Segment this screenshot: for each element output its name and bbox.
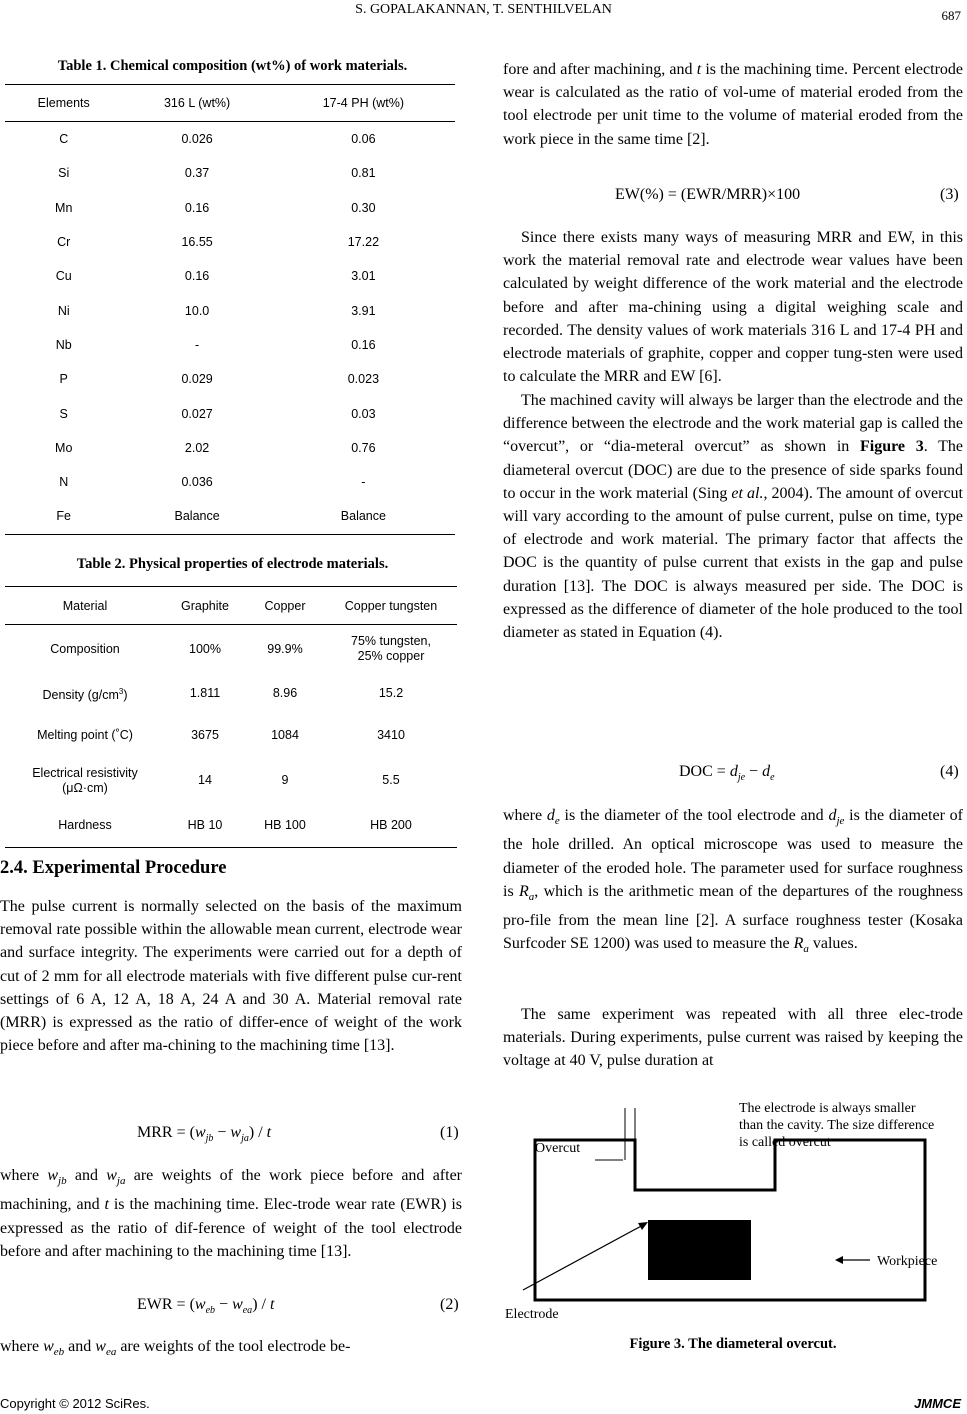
equation-4: DOC = $d_{je} - d_e$ bbox=[679, 763, 775, 784]
table-cell: 9 bbox=[281, 773, 289, 787]
table-cell: HB 100 bbox=[245, 805, 325, 847]
table-cell: 0.023 bbox=[347, 372, 380, 387]
text: , 2004). The amount of overcut will vary according to the amount of pulse current, pulse on time, type of electrode and work material. The primary factor that affects the DOC is the quantity of pulse current that exists in the gap and pulse duration [13]. The DOC is always measured per side. The DOC is expressed as the difference of diameter of the hole produced to the tool diameter as stated in Equation (4). bbox=[503, 484, 964, 642]
table-cell: 0.036 bbox=[181, 475, 213, 490]
sub: e bbox=[554, 815, 560, 828]
equation-number: (4) bbox=[940, 763, 959, 780]
sub: je bbox=[836, 815, 845, 828]
table-row bbox=[5, 431, 455, 465]
eq-sub: jb bbox=[205, 1133, 214, 1145]
figure3-diagram bbox=[505, 1100, 965, 1328]
table-cell: S bbox=[59, 406, 68, 421]
eq-lhs: EWR bbox=[137, 1296, 173, 1313]
table-cell bbox=[325, 625, 457, 674]
var: t bbox=[696, 61, 702, 78]
text: , which is the arithmetic mean of the departures of the roughness pro-file from the mean line [2]. A surface roughness tester (Kosaka Surfcoder SE 1200) was used to measure the bbox=[503, 882, 964, 953]
superscript: 3 bbox=[118, 687, 124, 697]
table-cell: 16.55 bbox=[181, 235, 213, 250]
table-cell: Balance bbox=[122, 499, 271, 534]
text: are weights of the tool electrode be- bbox=[116, 1338, 351, 1355]
eq-lhs: MRR bbox=[137, 1124, 173, 1141]
table-row bbox=[5, 191, 455, 225]
table-cell: 100% bbox=[189, 641, 221, 656]
text: where bbox=[503, 807, 547, 824]
eq-sub: je bbox=[737, 772, 746, 784]
table-cell: Cr bbox=[57, 235, 71, 250]
overcut-label: Overcut bbox=[535, 1141, 581, 1156]
paragraph: Since there exists many ways of measuring MRR and EW, in this work the material removal rate and electrode wear values have been calculated by weight difference of the work material and the electrode before and after ma-chining using a digital weighing scale and recorded. The density values of work materials 316 L and 17-4 PH and electrode materials of graphite, copper and copper tung-sten were used to calculate the MRR and EW [6]. bbox=[503, 229, 963, 386]
arrowhead-icon bbox=[835, 1256, 843, 1264]
equation-number: (1) bbox=[440, 1124, 459, 1141]
table-row bbox=[5, 715, 457, 757]
table-cell: 10.0 bbox=[184, 303, 210, 318]
table-cell: C bbox=[59, 132, 69, 147]
paragraph: The same experiment was repeated with all three elec-trode materials. During experiments, pulse current was raised by keeping the voltage at 40 V, pulse duration at bbox=[503, 1006, 963, 1070]
sub: ja bbox=[116, 1175, 126, 1188]
table-cell: HB 10 bbox=[165, 805, 245, 847]
figure3-note: than the cavity. The size difference bbox=[739, 1118, 935, 1133]
table-cell: - bbox=[195, 337, 200, 352]
table-cell: Ni bbox=[57, 303, 70, 318]
figure3-caption: Figure 3. The diameteral overcut. bbox=[629, 1336, 837, 1352]
cell-text: ) bbox=[123, 688, 128, 703]
text: where bbox=[0, 1167, 48, 1184]
text: is the diameter of the hole drilled. An optical microscope was used to measure the diameter of the eroded hole. The parameter used for surface roughness is bbox=[503, 807, 964, 900]
table-cell: Nb bbox=[55, 337, 72, 352]
table-row bbox=[5, 122, 455, 157]
var: w bbox=[43, 1338, 54, 1355]
paragraph bbox=[0, 1164, 462, 1263]
table-cell: Hardness bbox=[5, 805, 165, 847]
var: d bbox=[546, 807, 555, 824]
table1-caption: Table 1. Chemical composition (wt%) of work materials. bbox=[57, 58, 408, 74]
table-cell: - bbox=[361, 475, 366, 490]
table-cell: 2.02 bbox=[184, 440, 210, 455]
cell-line: 25% copper bbox=[357, 649, 425, 663]
table-row bbox=[5, 805, 457, 847]
table1 bbox=[5, 84, 455, 535]
table-cell: 3675 bbox=[191, 727, 219, 742]
table-cell: 0.03 bbox=[351, 406, 376, 421]
sub: a bbox=[528, 890, 535, 903]
table-cell: 0.026 bbox=[181, 132, 213, 147]
table-cell: Balance bbox=[272, 499, 455, 534]
table1-col-elements: Elements bbox=[5, 85, 122, 122]
eq-sub: e bbox=[770, 772, 775, 784]
table-row bbox=[5, 225, 455, 259]
table-cell: 5.5 bbox=[382, 773, 400, 787]
table-cell: Composition bbox=[50, 641, 120, 656]
eq-sub: ea bbox=[242, 1305, 253, 1317]
table-row bbox=[5, 673, 457, 715]
table-row bbox=[5, 625, 457, 674]
table-row bbox=[5, 156, 455, 190]
sub: ea bbox=[105, 1346, 117, 1359]
sub: a bbox=[803, 943, 809, 956]
cell-line: (μΩ·cm) bbox=[62, 780, 108, 795]
text: and bbox=[66, 1167, 107, 1184]
table-row bbox=[5, 259, 455, 293]
var: t bbox=[104, 1196, 109, 1214]
equation-2: EWR = $(w_{eb} - w_{ea}) / t$ bbox=[137, 1296, 275, 1317]
paragraph: The pulse current is normally selected on the basis of the maximum removal rate possible within the allowable mean current, electrode wear and surface integrity. The experiments were carried out for a depth of cut of 2 mm for all electrode materials with five different pulse cur-rent settings of 6 A, 12 A, 18 A, 24 A and 30 A. Material removal rate (MRR) is expressed as the ratio of differ-ence of weight of the work piece before and after ma-chining to the machining time [13]. bbox=[0, 898, 462, 1055]
text: where bbox=[0, 1338, 44, 1355]
figure3-note: The electrode is always smaller bbox=[739, 1101, 916, 1116]
table2-col-material: Material bbox=[5, 587, 165, 625]
table-cell: 3410 bbox=[377, 727, 405, 742]
figure3-note: is called overcut bbox=[739, 1135, 831, 1150]
table-cell: Fe bbox=[5, 499, 122, 534]
table-row bbox=[5, 396, 455, 430]
workpiece-label: Workpiece bbox=[877, 1254, 938, 1269]
table1-col-316l: 316 L (wt%) bbox=[122, 85, 271, 122]
table-cell: 0.81 bbox=[351, 166, 376, 181]
cell-line: 75% tungsten, bbox=[351, 634, 431, 648]
table-row bbox=[5, 465, 455, 499]
table2-caption: Table 2. Physical properties of electrode materials. bbox=[76, 556, 389, 572]
table2-col-graphite: Graphite bbox=[165, 587, 245, 625]
table-row bbox=[5, 756, 457, 805]
table-cell: 14 bbox=[198, 773, 212, 787]
table-cell: 1.811 bbox=[189, 686, 221, 701]
text: are weights of the work piece before and after machining, and bbox=[0, 1167, 462, 1214]
var: R bbox=[793, 935, 804, 953]
table-cell: 99.9% bbox=[267, 641, 303, 656]
table-cell: 0.16 bbox=[184, 269, 210, 284]
table-cell: 8.96 bbox=[272, 686, 298, 701]
table-cell: 3.91 bbox=[351, 303, 376, 318]
var: w bbox=[47, 1167, 59, 1184]
eq-var: d bbox=[762, 763, 771, 780]
paragraph bbox=[503, 389, 963, 644]
equation-1: MRR = $(w_{jb} - w_{ja}) / t$ bbox=[137, 1124, 272, 1145]
table1-col-174ph: 17-4 PH (wt%) bbox=[272, 85, 455, 122]
paragraph bbox=[503, 804, 963, 962]
eq-var: t bbox=[266, 1124, 272, 1141]
table-cell: 17.22 bbox=[347, 235, 380, 250]
eq-var: w bbox=[194, 1296, 206, 1313]
table-cell: 0.16 bbox=[351, 337, 376, 352]
sub: jb bbox=[58, 1175, 67, 1188]
table1-header-row bbox=[5, 85, 455, 122]
var: w bbox=[106, 1167, 117, 1184]
page-number: 687 bbox=[941, 8, 961, 23]
text: values. bbox=[808, 935, 858, 953]
paragraph bbox=[0, 1335, 462, 1364]
table-cell: HB 200 bbox=[325, 805, 457, 847]
eq-var: t bbox=[269, 1296, 275, 1313]
table-cell: Mo bbox=[55, 440, 73, 455]
eq-var: w bbox=[194, 1124, 206, 1141]
text: . The diameteral overcut (DOC) are due to the presence of side sparks found to occur in the work material (Sing bbox=[503, 438, 964, 502]
equation-number: (3) bbox=[940, 186, 959, 203]
electrode-arrow bbox=[523, 1224, 645, 1290]
table-row bbox=[5, 328, 455, 362]
table-cell: 0.029 bbox=[181, 372, 213, 387]
table-row bbox=[5, 499, 455, 534]
table-cell: 0.06 bbox=[351, 132, 376, 147]
electrode-label: Electrode bbox=[505, 1307, 559, 1322]
text: is the diameter of the tool electrode and bbox=[559, 807, 829, 824]
table-cell: Si bbox=[58, 166, 70, 181]
table2-col-copper-tungsten: Copper tungsten bbox=[325, 587, 457, 625]
var: d bbox=[828, 807, 837, 824]
text: The machined cavity will always be larger than the electrode and the difference between the electrode and the work material gap is called the “overcut”, or “dia-meteral overcut” as shown in bbox=[503, 392, 963, 456]
table-cell: N bbox=[59, 475, 69, 490]
eq-var: w bbox=[232, 1296, 243, 1313]
text: fore and after machining, and bbox=[503, 61, 697, 78]
table-cell: Mn bbox=[55, 200, 73, 215]
table-row bbox=[5, 362, 455, 396]
eq-sub: eb bbox=[205, 1305, 216, 1317]
var: R bbox=[519, 882, 529, 900]
table2-header-row bbox=[5, 587, 457, 625]
table-cell: 0.30 bbox=[351, 200, 376, 215]
journal-footer: JMMCE bbox=[914, 1396, 961, 1411]
table-cell: 0.76 bbox=[351, 440, 376, 455]
text: is the machining time. Elec-trode wear rate (EWR) is expressed as the ratio of dif-ference of weight of the tool electrode before and after machining to the machining time [13]. bbox=[0, 1196, 462, 1260]
arrowhead-icon bbox=[638, 1222, 648, 1230]
table-cell bbox=[5, 673, 165, 715]
table-cell: 0.027 bbox=[181, 406, 213, 421]
table-cell: Cu bbox=[55, 269, 72, 284]
eq-var: d bbox=[729, 763, 738, 780]
table-cell: P bbox=[59, 372, 68, 387]
equation-number: (2) bbox=[440, 1296, 459, 1313]
section-heading: 2.4. Experimental Procedure bbox=[0, 858, 227, 878]
eq-sub: ja bbox=[241, 1133, 249, 1145]
table-cell: 0.37 bbox=[184, 166, 210, 181]
eq-var: w bbox=[230, 1124, 242, 1141]
table-cell: 3.01 bbox=[351, 269, 376, 284]
figure-ref-link[interactable]: Figure 3 bbox=[859, 438, 924, 456]
table-cell: 1084 bbox=[271, 727, 299, 742]
var: w bbox=[95, 1338, 106, 1355]
table-row bbox=[5, 293, 455, 327]
text: et al. bbox=[731, 484, 764, 502]
table2 bbox=[5, 586, 457, 848]
text: is the machining time. Percent electrode wear is calculated as the ratio of vol-ume of material eroded from the tool electrode per unit time to the volume of material eroded from the work piece in the same time [2]. bbox=[503, 61, 963, 148]
table-cell: 0.16 bbox=[184, 200, 210, 215]
eq-lhs: DOC bbox=[679, 763, 713, 780]
sub: eb bbox=[53, 1346, 65, 1359]
equation-3: EW(%) = (EWR/MRR)×100 bbox=[615, 186, 801, 203]
electrode-block bbox=[648, 1220, 751, 1280]
text: and bbox=[64, 1338, 96, 1355]
table-cell bbox=[5, 756, 165, 805]
cell-line: Electrical resistivity bbox=[32, 765, 138, 780]
table2-col-copper: Copper bbox=[245, 587, 325, 625]
copyright-footer: Copyright © 2012 SciRes. bbox=[0, 1396, 150, 1411]
table-cell: Melting point (˚C) bbox=[37, 727, 133, 742]
running-title: S. GOPALAKANNAN, T. SENTHILVELAN bbox=[355, 2, 612, 17]
table-cell: 15.2 bbox=[378, 686, 404, 701]
paragraph bbox=[503, 58, 963, 151]
cell-text: Density (g/cm bbox=[42, 688, 119, 703]
